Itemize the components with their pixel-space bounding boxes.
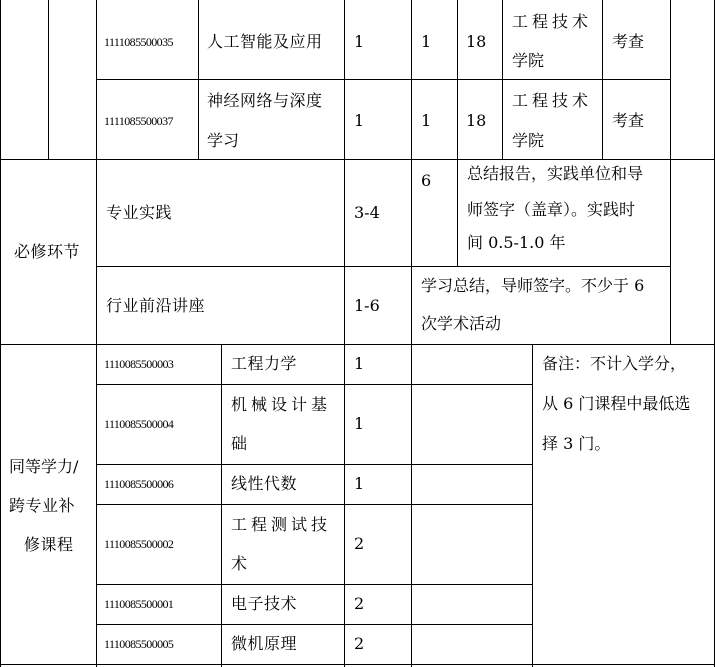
course-name-line: 学习 bbox=[207, 131, 240, 150]
row-divider bbox=[0, 664, 715, 665]
credit-value: 1 bbox=[354, 354, 365, 373]
row-divider bbox=[96, 79, 670, 80]
column-divider bbox=[457, 0, 458, 266]
section-category-line: 跨专业补 bbox=[9, 496, 76, 515]
assessment-value: 考查 bbox=[612, 32, 645, 51]
column-divider bbox=[221, 344, 222, 667]
course-name-line: 术 bbox=[231, 554, 248, 573]
supplementary-note-line: 择 3 门。 bbox=[542, 434, 611, 453]
credit-value: 2 bbox=[354, 534, 365, 553]
course-code: 1110085500004 bbox=[104, 417, 174, 431]
section-category-line: 同等学力/ bbox=[9, 457, 79, 476]
supplementary-note-line: 备注：不计入学分， bbox=[542, 354, 687, 373]
column-divider bbox=[48, 0, 49, 159]
course-code: 1111085500035 bbox=[104, 35, 173, 49]
course-code: 1110085500006 bbox=[104, 477, 174, 491]
course-name: 线性代数 bbox=[231, 474, 298, 493]
course-code: 1110085500005 bbox=[104, 637, 174, 651]
term-value: 1 bbox=[421, 32, 432, 51]
course-code: 1111085500037 bbox=[104, 114, 173, 128]
hours-value: 18 bbox=[466, 32, 487, 51]
credit-value: 1 bbox=[354, 111, 365, 130]
course-code: 1110085500001 bbox=[104, 597, 174, 611]
practice-note-line: 总结报告，实践单位和导 bbox=[467, 164, 644, 183]
column-divider bbox=[96, 0, 97, 667]
course-name-line: 机械设计基 bbox=[231, 395, 332, 414]
column-divider bbox=[502, 0, 503, 159]
practice-term: 3-4 bbox=[354, 203, 380, 222]
practice-credit: 6 bbox=[421, 171, 432, 190]
hours-value: 18 bbox=[466, 111, 487, 130]
column-divider bbox=[670, 0, 671, 345]
department-line: 工程技术 bbox=[512, 91, 593, 110]
column-divider bbox=[532, 344, 533, 667]
column-divider bbox=[344, 0, 345, 345]
column-divider bbox=[0, 0, 1, 667]
credit-value: 2 bbox=[354, 594, 365, 613]
column-divider bbox=[344, 344, 345, 667]
assessment-value: 考查 bbox=[612, 111, 645, 130]
course-name-line: 础 bbox=[231, 434, 248, 453]
lecture-note-line: 学习总结，导师签字。不少于 6 bbox=[421, 276, 645, 295]
course-name: 工程力学 bbox=[231, 354, 298, 373]
practice-note-line: 师签字（盖章）。实践时 bbox=[467, 200, 636, 219]
department-line: 学院 bbox=[512, 131, 545, 150]
lecture-term: 1-6 bbox=[354, 296, 380, 315]
column-divider bbox=[411, 0, 412, 667]
lecture-name: 行业前沿讲座 bbox=[106, 296, 206, 315]
column-divider bbox=[602, 0, 603, 159]
lecture-note-line: 次学术活动 bbox=[421, 314, 502, 333]
department-line: 学院 bbox=[512, 51, 545, 70]
course-code: 1110085500003 bbox=[104, 357, 174, 371]
course-name-line: 神经网络与深度 bbox=[207, 91, 323, 110]
section-category-line: 修课程 bbox=[24, 535, 74, 554]
credit-value: 1 bbox=[354, 474, 365, 493]
credit-value: 2 bbox=[354, 634, 365, 653]
course-name-line: 工程测试技 bbox=[231, 515, 332, 534]
credit-value: 1 bbox=[354, 32, 365, 51]
course-name: 微机原理 bbox=[231, 634, 298, 653]
practice-note-line: 间 0.5-1.0 年 bbox=[467, 233, 566, 252]
credit-value: 1 bbox=[354, 414, 365, 433]
column-divider bbox=[198, 0, 199, 159]
practice-name: 专业实践 bbox=[106, 203, 173, 222]
department-line: 工程技术 bbox=[512, 12, 593, 31]
course-code: 1110085500002 bbox=[104, 537, 174, 551]
term-value: 1 bbox=[421, 111, 432, 130]
supplementary-note-line: 从 6 门课程中最低选 bbox=[542, 394, 691, 413]
section-category: 必修环节 bbox=[14, 242, 81, 261]
course-name: 人工智能及应用 bbox=[207, 32, 323, 51]
course-name: 电子技术 bbox=[231, 594, 298, 613]
